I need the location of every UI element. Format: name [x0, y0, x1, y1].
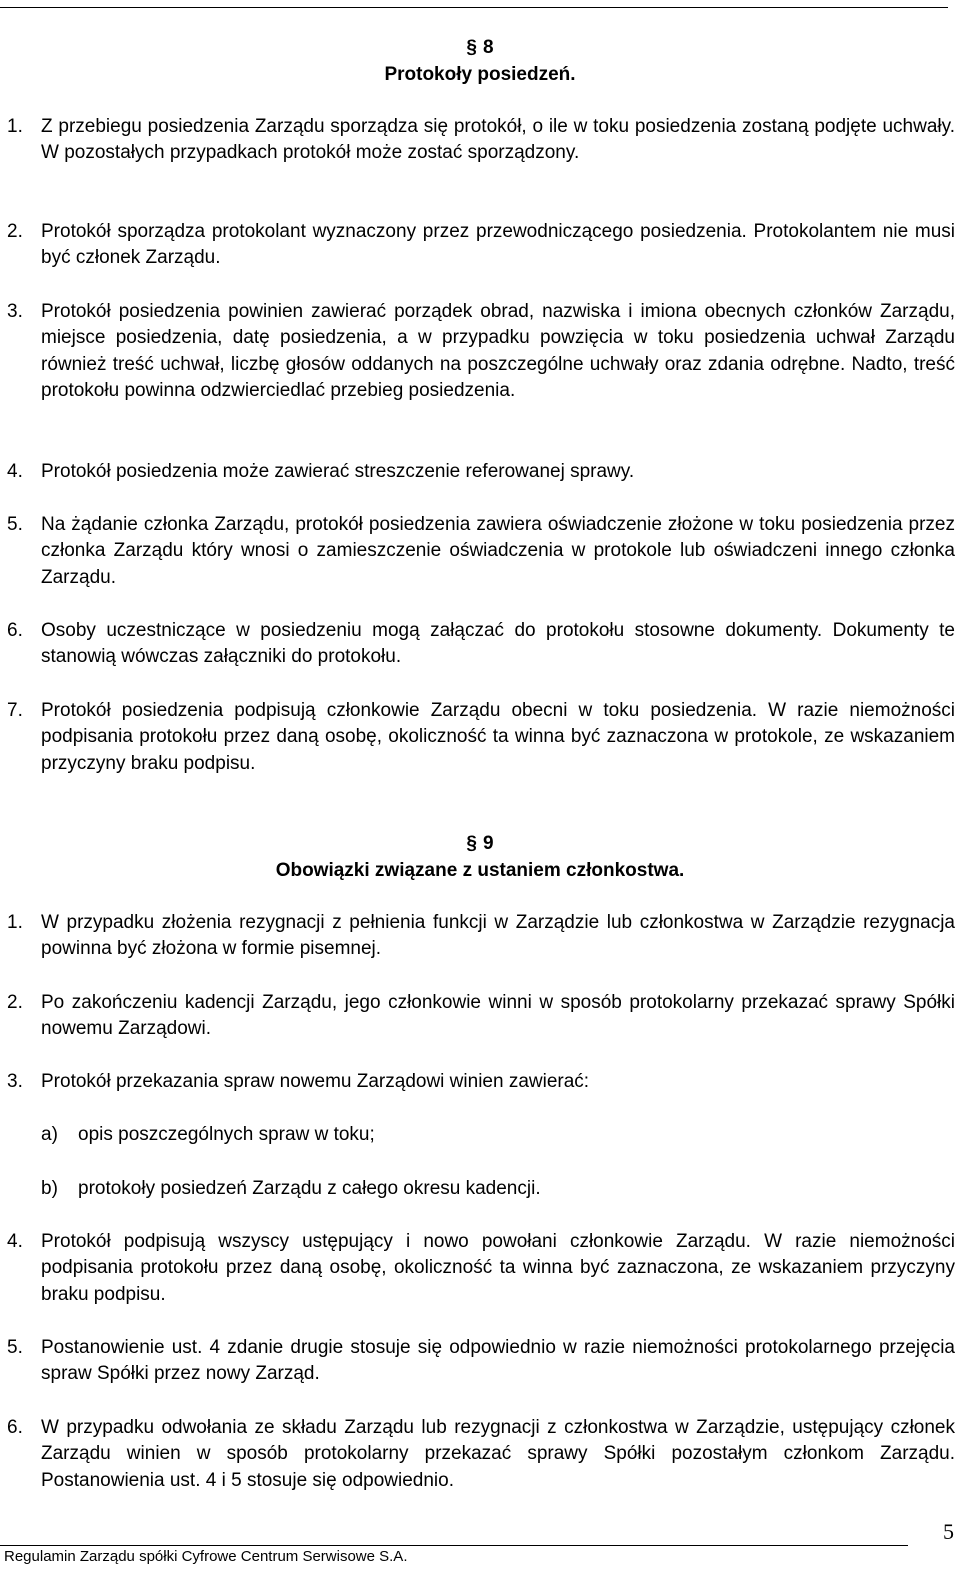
- sub-item: [0, 1122, 955, 1148]
- paragraph: [0, 618, 955, 671]
- section-8-heading: [0, 34, 960, 88]
- paragraph-text: Protokół przekazania spraw nowemu Zarządowi winien zawierać:: [41, 1071, 590, 1092]
- section-number: 8: [483, 37, 494, 58]
- paragraph-text: Postanowienie ust. 4 zdanie drugie stosuje się odpowiednio w razie niemożności protokolarnego przejęcia spraw Spółki przez nowy Zarząd.: [41, 1337, 955, 1385]
- paragraph-text: W przypadku złożenia rezygnacji z pełnienia funkcji w Zarządzie lub członkostwa w Zarządzie rezygnacja powinna być złożona w formie pisemnej.: [41, 912, 955, 960]
- paragraph-text: W przypadku odwołania ze składu Zarządu lub rezygnacji z członkostwa w Zarządzie, ustępujący członek Zarządu winien w sposób protokolarny przekazać sprawy Spółki pozostałym członkom Zarządu. Postanowienia ust. 4 i 5 stosuje się odpowiednio.: [41, 1417, 955, 1491]
- paragraph-text: Protokół posiedzenia może zawierać streszczenie referowanej sprawy.: [41, 461, 635, 482]
- paragraph-number: 5.: [7, 514, 23, 535]
- paragraph-number: 1.: [7, 116, 23, 137]
- paragraph-text: Protokół posiedzenia podpisują członkowie Zarządu obecni w toku posiedzenia. W razie niemożności podpisania protokołu przez daną osobę, okoliczność ta winna być zaznaczona w protokole, ze wskazaniem przyczyny braku podpisu.: [41, 700, 955, 774]
- paragraph: [0, 1069, 955, 1095]
- section-title: Protokoły posiedzeń.: [384, 64, 576, 85]
- top-rule: [0, 7, 948, 8]
- paragraph: [0, 459, 955, 485]
- sub-item: [0, 1176, 955, 1202]
- section-9-heading: [0, 830, 960, 884]
- paragraph-text: Protokół sporządza protokolant wyznaczony przez przewodniczącego posiedzenia. Protokolantem nie musi być członek Zarządu.: [41, 221, 955, 269]
- paragraph-number: 5.: [7, 1337, 23, 1358]
- paragraph-number: 1.: [7, 912, 23, 933]
- sub-item-text: protokoły posiedzeń Zarządu z całego okresu kadencji.: [78, 1178, 541, 1199]
- paragraph-text: Po zakończeniu kadencji Zarządu, jego członkowie winni w sposób protokolarny przekazać sprawy Spółki nowemu Zarządowi.: [41, 992, 955, 1040]
- paragraph-number: 3.: [7, 301, 23, 322]
- paragraph: [0, 1229, 955, 1308]
- paragraph-number: 4.: [7, 461, 23, 482]
- sub-item-letter: b): [41, 1178, 58, 1199]
- paragraph: [0, 1415, 955, 1494]
- sub-item-text: opis poszczególnych spraw w toku;: [78, 1124, 375, 1145]
- paragraph-text: Protokół posiedzenia powinien zawierać porządek obrad, nazwiska i imiona obecnych członków Zarządu, miejsce posiedzenia, datę posiedzenia, a w przypadku powzięcia w toku posiedzenia uchwał Zarządu również treść uchwał, liczbę głosów oddanych na poszczególne uchwały oraz zdania odrębne. Nadto, treść protokołu powinna odzwierciedlać przebieg posiedzenia.: [41, 301, 955, 401]
- paragraph: [0, 114, 955, 167]
- paragraph-number: 4.: [7, 1231, 23, 1252]
- page-number: 5: [943, 1519, 954, 1544]
- paragraph-text: Na żądanie członka Zarządu, protokół posiedzenia zawiera oświadczenie złożone w toku posiedzenia przez członka Zarządu który wnosi o zamieszczenie oświadczenia w protokole lub oświadczeni innego członka Zarządu.: [41, 514, 955, 588]
- paragraph: [0, 219, 955, 272]
- paragraph-number: 2.: [7, 992, 23, 1013]
- footer-rule: [0, 1545, 908, 1546]
- footer-text: Regulamin Zarządu spółki Cyfrowe Centrum Serwisowe S.A.: [4, 1548, 408, 1565]
- sub-item-letter: a): [41, 1124, 58, 1145]
- paragraph-number: 6.: [7, 620, 23, 641]
- section-number: 9: [483, 833, 494, 854]
- paragraph: [0, 990, 955, 1043]
- paragraph-number: 6.: [7, 1417, 23, 1438]
- paragraph: [0, 910, 955, 963]
- section-symbol: §: [466, 37, 477, 58]
- section-title: Obowiązki związane z ustaniem członkostwa.: [275, 860, 685, 881]
- paragraph: [0, 299, 955, 404]
- paragraph-text: Z przebiegu posiedzenia Zarządu sporządza się protokół, o ile w toku posiedzenia zostaną podjęte uchwały. W pozostałych przypadkach protokół może zostać sporządzony.: [41, 116, 955, 164]
- paragraph: [0, 698, 955, 777]
- paragraph-number: 2.: [7, 221, 23, 242]
- paragraph-text: Protokół podpisują wszyscy ustępujący i nowo powołani członkowie Zarządu. W razie niemożności podpisania protokołu przez daną osobę, okoliczność ta winna być zaznaczona, ze wskazaniem przyczyny braku podpisu.: [41, 1231, 955, 1305]
- paragraph: [0, 1335, 955, 1388]
- paragraph-text: Osoby uczestniczące w posiedzeniu mogą załączać do protokołu stosowne dokumenty. Dokumenty te stanowią wówczas załączniki do protokołu.: [41, 620, 955, 668]
- paragraph-number: 3.: [7, 1071, 23, 1092]
- paragraph-number: 7.: [7, 700, 23, 721]
- section-symbol: §: [466, 833, 477, 854]
- paragraph: [0, 512, 955, 591]
